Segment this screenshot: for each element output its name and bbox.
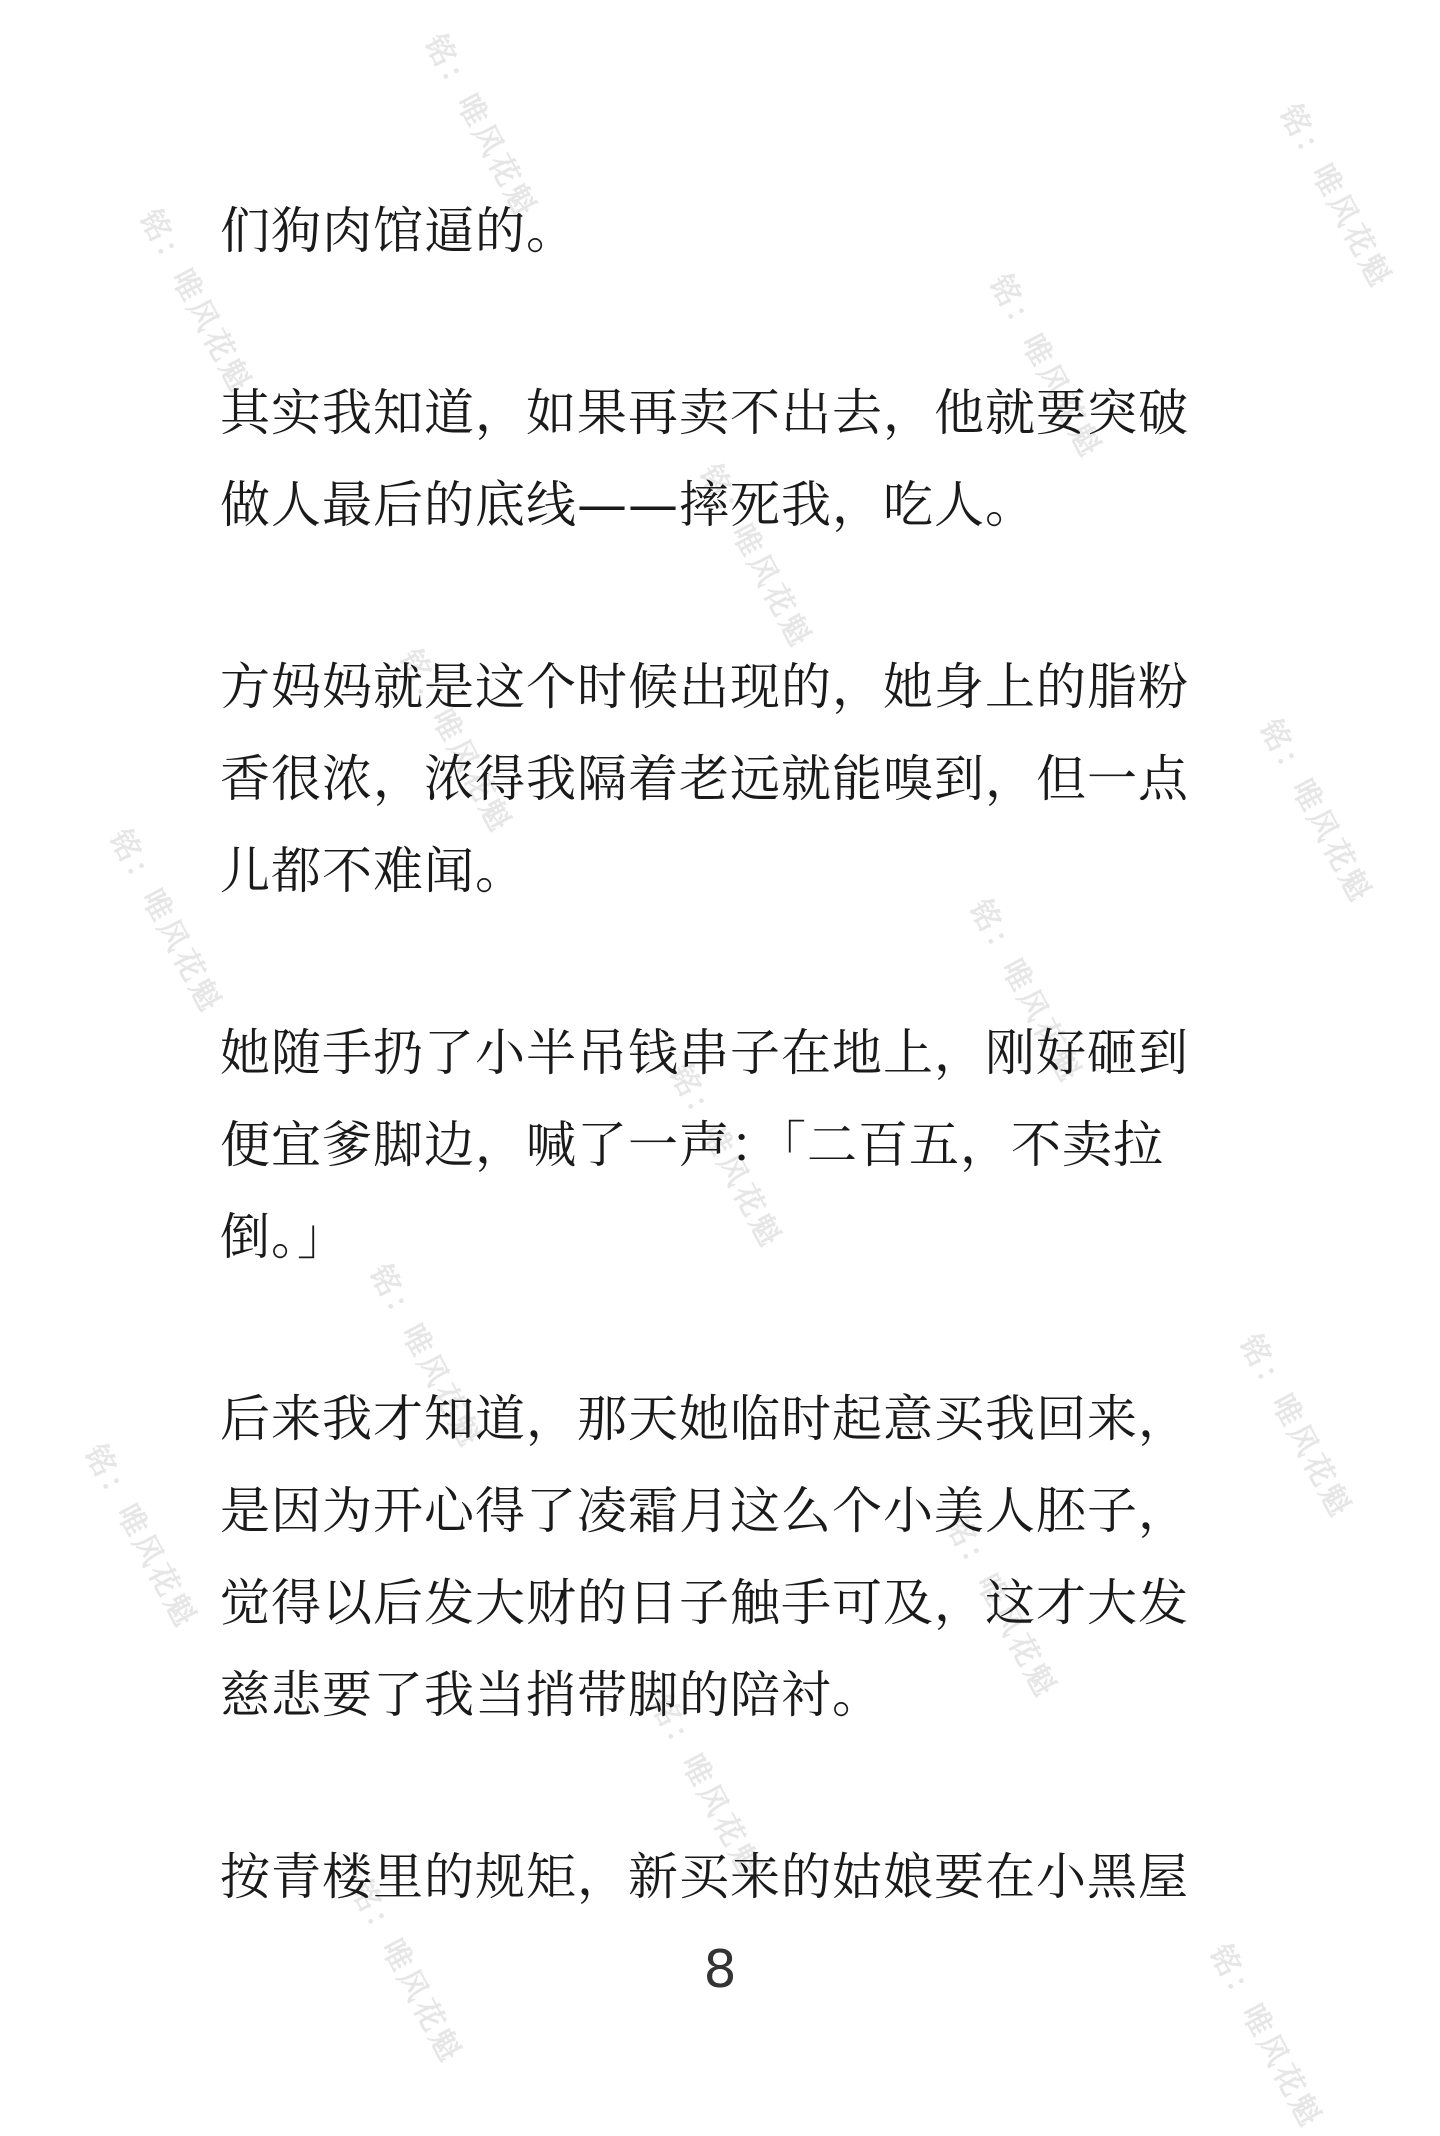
watermark: 铭：唯风花魁 <box>132 203 259 401</box>
watermark: 铭：唯风花魁 <box>642 1688 769 1886</box>
paragraph: 其实我知道，如果再卖不出去，他就要突破做人最后的底线——摔死我，吃人。 <box>220 384 1189 534</box>
paragraph: 们狗肉馆逼的。 <box>220 202 577 260</box>
watermark: 铭：唯风花魁 <box>1252 713 1379 911</box>
watermark: 铭：唯风花魁 <box>417 28 544 226</box>
watermark: 铭：唯风花魁 <box>982 268 1109 466</box>
article-body <box>220 185 1230 1923</box>
paragraph: 按青楼里的规矩，新买来的姑娘要在小黑屋 <box>220 1848 1189 1906</box>
watermark: 铭：唯风花魁 <box>692 458 819 656</box>
watermark: 铭：唯风花魁 <box>342 1873 469 2071</box>
watermark: 铭：唯风花魁 <box>102 823 229 1021</box>
watermark: 铭：唯风花魁 <box>1272 98 1399 296</box>
page-number: 8 <box>703 1940 737 2000</box>
watermark: 铭：唯风花魁 <box>937 1508 1064 1706</box>
watermark: 铭：唯风花魁 <box>1202 1938 1329 2136</box>
paragraph-gap <box>220 1741 1230 1831</box>
paragraph-gap <box>220 917 1230 1007</box>
paragraph-gap <box>220 1283 1230 1373</box>
watermark: 铭：唯风花魁 <box>1232 1328 1359 1526</box>
watermark: 铭：唯风花魁 <box>392 643 519 841</box>
paragraph-gap <box>220 277 1230 367</box>
paragraph: 她随手扔了小半吊钱串子在地上，刚好砸到便宜爹脚边，喊了一声：「二百五，不卖拉倒。」 <box>220 1024 1189 1266</box>
watermark: 铭：唯风花魁 <box>962 893 1089 1091</box>
watermark: 铭：唯风花魁 <box>77 1438 204 1636</box>
watermark: 铭：唯风花魁 <box>662 1058 789 1256</box>
paragraph-gap <box>220 551 1230 641</box>
watermark: 铭：唯风花魁 <box>362 1258 489 1456</box>
paragraph: 方妈妈就是这个时候出现的，她身上的脂粉香很浓，浓得我隔着老远就能嗅到，但一点儿都不难闻。 <box>220 658 1189 900</box>
paragraph: 后来我才知道，那天她临时起意买我回来，是因为开心得了凌霜月这么个小美人胚子，觉得以后发大财的日子触手可及，这才大发慈悲要了我当捎带脚的陪衬。 <box>220 1390 1189 1724</box>
